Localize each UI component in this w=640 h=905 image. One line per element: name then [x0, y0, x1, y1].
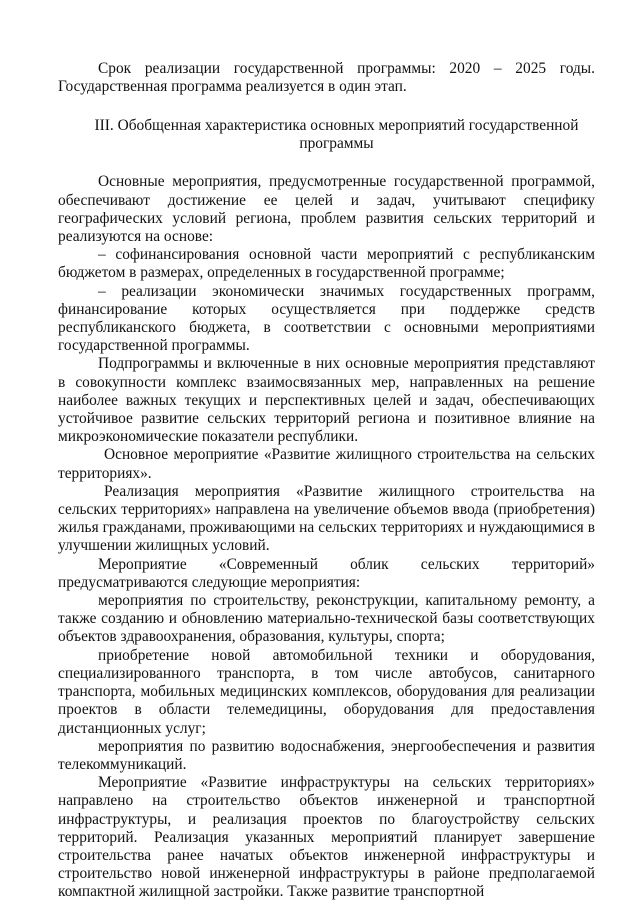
paragraph-economic-programs: – реализации экономически значимых государственных программ, финансирование которых осуществляется при поддержке средств республиканского бюджета, в соответствии с основными мероприятиями государственной программы.: [58, 282, 595, 355]
paragraph-subprograms: Подпрограммы и включенные в них основные мероприятия представляют в совокупности комплекс взаимосвязанных мер, направленных на решение наиболее важных текущих и перспективных целей и задач, обеспечивающих устойчивое развитие сельских территорий региона и позитивное влияние на микроэкономические показатели республики.: [58, 355, 595, 446]
paragraph-housing-activity-title: Основное мероприятие «Развитие жилищного строительства на сельских территориях».: [58, 446, 595, 482]
document-body: [58, 60, 595, 902]
paragraph-construction: мероприятия по строительству, реконструкции, капитальному ремонту, а также созданию и обновлению материально-технической базы соответствующих объектов здравоохранения, образования, культуры, спорта;: [58, 592, 595, 646]
paragraph-program-term: Срок реализации государственной программы: 2020 – 2025 годы. Государственная программа реализуется в один этап.: [58, 60, 595, 96]
paragraph-cofinancing: – софинансирования основной части мероприятий с республиканским бюджетом в размерах, определенных в государственной программе;: [58, 246, 595, 282]
paragraph-main-activities: Основные мероприятия, предусмотренные государственной программой, обеспечивают достижение ее целей и задач, учитывают специфику географических условий региона, проблем развития сельских территорий и реализуются на основе:: [58, 173, 595, 246]
paragraph-housing-activity: Реализация мероприятия «Развитие жилищного строительства на сельских территориях» направлена на увеличение объемов ввода (приобретения) жилья гражданами, проживающими на сельских территориях и нуждающимися в улучшении жилищных условий.: [58, 482, 595, 555]
paragraph-vehicles: приобретение новой автомобильной техники и оборудования, специализированного транспорта, в том числе автобусов, санитарного транспорта, мобильных медицинских комплексов, оборудования для реализации проектов в области телемедицины, оборудования для предоставления дистанционных услуг;: [58, 646, 595, 737]
paragraph-water-energy: мероприятия по развитию водоснабжения, энергообеспечения и развития телекоммуникаций.: [58, 737, 595, 773]
paragraph-infrastructure: Мероприятие «Развитие инфраструктуры на сельских территориях» направлено на строительство объектов инженерной и транспортной инфраструктуры, и реализация проектов по благоустройству сельских территорий. Реализация указанных мероприятий планирует завершение строительства ранее начатых объектов инженерной инфраструктуры и строительство новой инженерной инфраструктуры в районе предполагаемой компактной жилищной застройки. Также развитие транспортной: [58, 774, 595, 901]
section-heading: III. Обобщенная характеристика основных мероприятий государственной программы: [94, 117, 579, 153]
paragraph-modern-look: Мероприятие «Современный облик сельских территорий» предусматриваются следующие мероприятия:: [58, 555, 595, 591]
